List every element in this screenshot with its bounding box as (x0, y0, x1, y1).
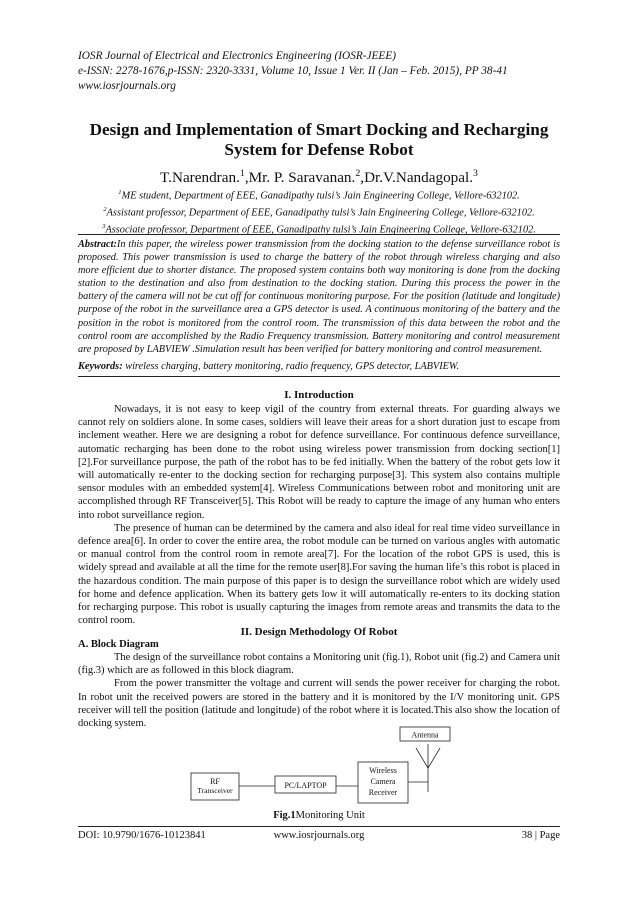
footer-website: www.iosrjournals.org (273, 830, 365, 841)
author-list (62, 165, 576, 187)
journal-name: IOSR Journal of Electrical and Electronics Engineering (IOSR-JEEE) (78, 50, 397, 62)
figure-caption-text: Monitoring Unit (295, 810, 365, 821)
wcr-label-2: Camera (370, 777, 396, 786)
author-name: T.Narendran. (160, 169, 240, 187)
affiliation (62, 220, 576, 237)
paragraph: The design of the surveillance robot contains a Monitoring unit (fig.1), Robot unit (fig.2) and Camera unit (fig.3) which are as followed in this block diagram. (78, 652, 560, 677)
author-sep: , (360, 169, 365, 187)
figure-caption-label: Fig.1 (273, 810, 296, 821)
author-name: Dr.V.Nandagopal. (364, 169, 474, 187)
paper-title: Design and Implementation of Smart Docking and Recharging System for Defense Robot (89, 120, 549, 159)
abstract-label: Abstract: (78, 239, 117, 250)
abstract-text: In this paper, the wireless power transmission from the docking station to the defense surveillance robot is proposed. This power transmission is used to charge the battery of the robot through wireless charging and also more efficient due to shorter distance. The proposed system contains both way monitoring is done from the docking station to the destination and also from destination to the docking station. During this process the power in the battery of the camera will not be cut off for continuous monitoring purpose. For the position (latitude and longitude) purpose of the robot in the surveillance area a GPS detector is used. A continuous monitoring of the battery and the position in the robot is monitored from the control room. The transmission of this data between the robot and the control room are accomplished by the Radio Frequency transmission. Battery monitoring and control measurement are proposed by LABVIEW .Simulation result has been verified for battery monitoring and control measurement. (78, 239, 560, 355)
affiliation (62, 186, 576, 203)
paragraph: From the power transmitter the voltage and current will sends the power receiver for charging the robot. In robot unit the received powers are stored in the battery and it is monitored by the I/V monitoring unit. GPS receiver will tell the position (latitude and longitude) of the robot where it is located.This also show the location of docking system. (78, 678, 560, 730)
wireless-camera-receiver-box (358, 762, 408, 803)
keywords-text: wireless charging, battery monitoring, radio frequency, GPS detector, LABVIEW. (122, 361, 460, 372)
keywords-label: Keywords: (78, 361, 123, 372)
wcr-label-3: Receiver (368, 788, 398, 797)
abstract-top-rule (78, 234, 560, 235)
affiliation-text: Associate professor, Department of EEE, Ganadipathy tulsi’s Jain Engineering College, Vellore-632102. (105, 224, 536, 236)
journal-header (78, 49, 578, 95)
author-sup: 3 (473, 168, 478, 179)
section-heading-design: II. Design Methodology Of Robot (240, 626, 398, 638)
paragraph: The presence of human can be determined by the camera and also ideal for real time video surveillance in defence area[6]. In order to cover the entire area, the robot module can be turned on various angles with automatic or manual control from the control room in remote area[7]. For the location of the robot GPS is used, this is widely spread and available at all the time for the remote user[8].For saving the human life’s this robot is placed in the hazardous condition. The main purpose of this paper is to design the surveillance robot which are widely used for home and defence application. When its battery gets low it will automatically re-enters to its docking station for recharging purpose. This robot is usually capturing the images from remote areas and transmits the data to the control room. (78, 522, 560, 627)
affiliations (62, 186, 576, 238)
author-name: Mr. P. Saravanan. (248, 169, 356, 187)
abstract-bottom-rule (78, 376, 560, 377)
antenna-icon (416, 744, 440, 792)
subsection-heading-block-diagram: A. Block Diagram (78, 639, 159, 650)
rf-transceiver-label-1: RF (210, 777, 220, 786)
rf-transceiver-label-2: Transceiver (197, 786, 233, 795)
design-body (78, 651, 560, 730)
author-sep: , (244, 169, 249, 187)
affiliation-text: ME student, Department of EEE, Ganadipathy tulsi’s Jain Engineering College, Vellore-632102. (121, 190, 520, 202)
keywords (78, 360, 560, 373)
introduction-body (78, 403, 560, 627)
affiliation-sup: 3 (102, 223, 106, 231)
section-heading-introduction: I. Introduction (284, 389, 354, 401)
footer-doi: DOI: 10.9790/1676-10123841 (78, 830, 206, 841)
affiliation (62, 203, 576, 220)
pc-laptop-box (275, 776, 336, 793)
figure-caption (78, 809, 560, 822)
issn-line: e-ISSN: 2278-1676,p-ISSN: 2320-3331, Volume 10, Issue 1 Ver. II (Jan – Feb. 2015), PP 38-41 (78, 65, 508, 78)
journal-website: www.iosrjournals.org (78, 80, 176, 93)
affiliation-sup: 2 (103, 206, 107, 214)
footer-page-number: 38 | Page (521, 830, 560, 841)
paragraph: Nowadays, it is not easy to keep vigil of the country from external threats. For guarding always we cannot rely on soldiers alone. In some cases, soldiers will leave their areas for a short duration just to escape from inclement weather. Here we are designing a robot for defence surveillance. For continuous defence surveillance, automatic recharging has been done to the robot using wireless power transmission from docking section[1][2].For surveillance purpose, the path of the robot has to be fed initially. When the battery of the robot gets low it will automatically re-enter to the docking section for recharging purpose[3]. This system also contains multiple sensor modules with an embedded system[4]. Wireless Communications between robot and monitoring unit are accomplished through RF Transceiver[5]. This Robot will be ready to capture the image of any human who enters into robot surveillance region. (78, 404, 560, 521)
wcr-label-1: Wireless (369, 766, 397, 775)
footer-rule (78, 826, 560, 827)
author-sup: 1 (239, 168, 245, 179)
abstract (78, 238, 560, 356)
affiliation-text: Assistant professor, Department of EEE, Ganadipathy tulsi’s Jain Engineering College, Vellore-632102. (106, 207, 535, 219)
author-sup: 2 (355, 168, 361, 179)
affiliation-sup: 1 (118, 189, 122, 196)
rf-transceiver-box (191, 773, 239, 800)
pc-laptop-label: PC/LAPTOP (284, 781, 327, 790)
antenna-label: Antenna (411, 730, 439, 740)
